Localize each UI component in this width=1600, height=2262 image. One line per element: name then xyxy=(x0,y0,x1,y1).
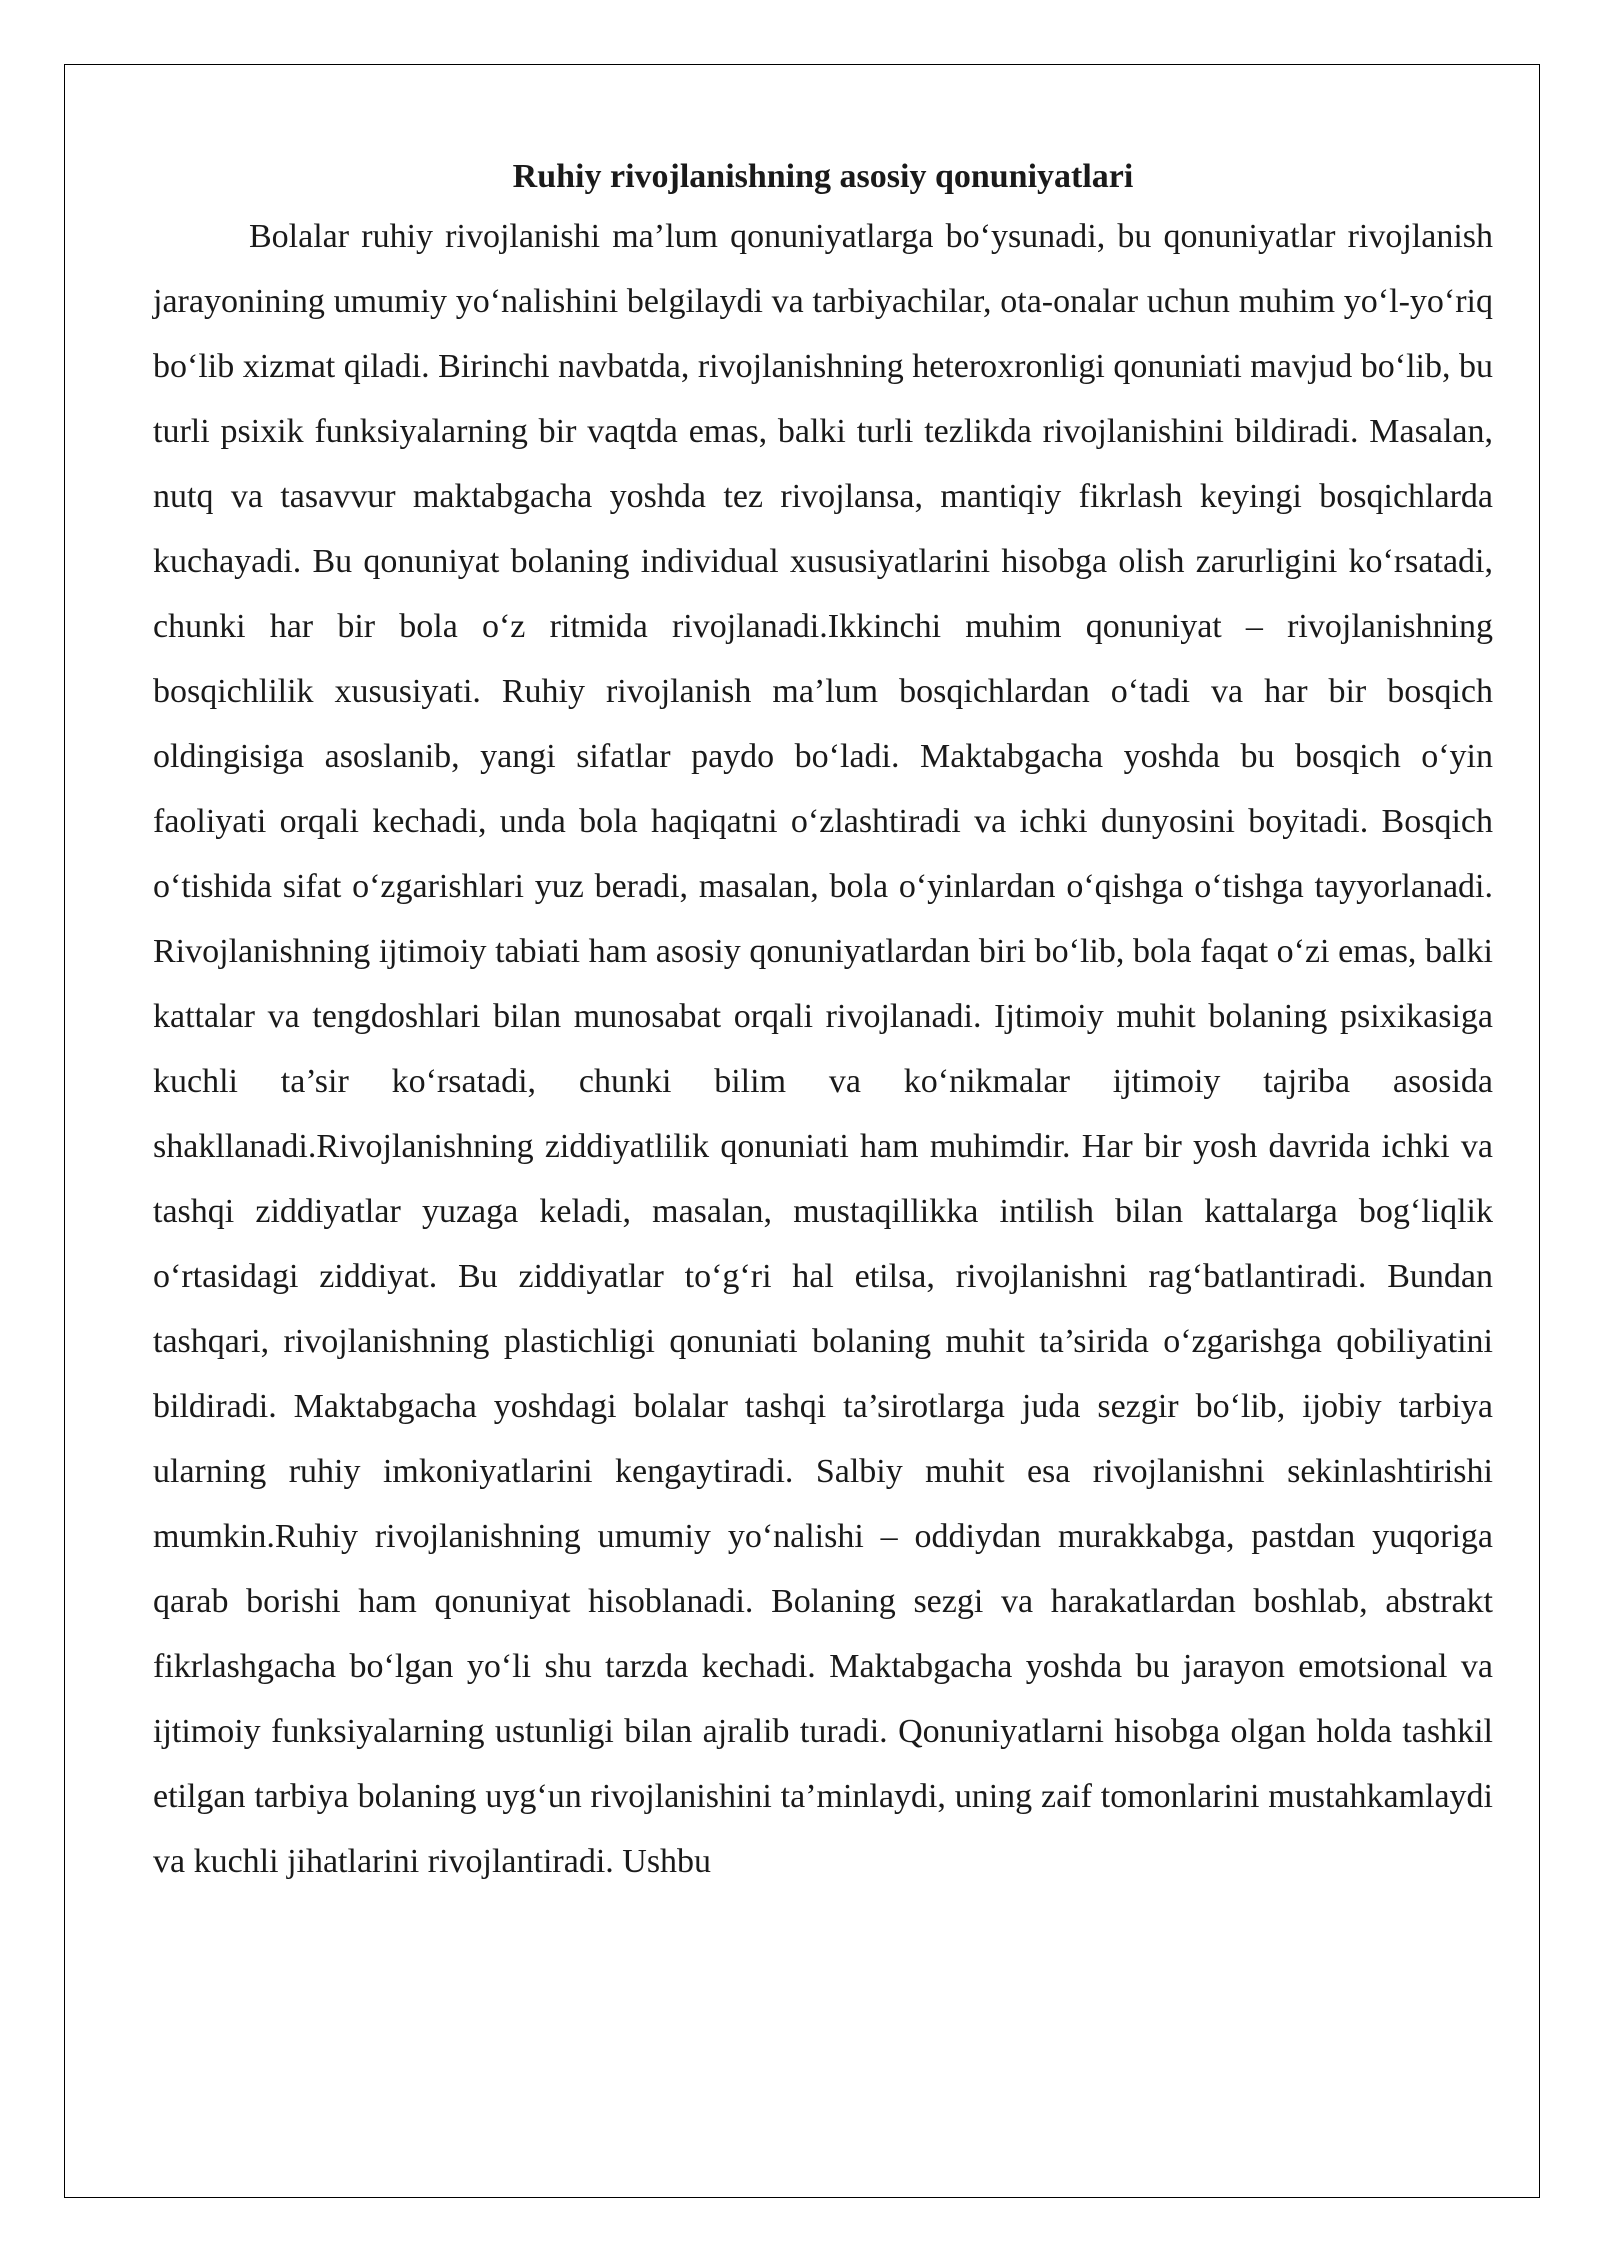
body-paragraph: Bolalar ruhiy rivojlanishi ma’lum qonuniyatlarga bo‘ysunadi, bu qonuniyatlar rivojlanish jarayonining umumiy yo‘nalishini belgilaydi va tarbiyachilar, ota-onalar uchun muhim yo‘l-yo‘riq bo‘lib xizmat qiladi. Birinchi navbatda, rivojlanishning heteroxronligi qonuniati mavjud bo‘lib, bu turli psixik funksiyalarning bir vaqtda emas, balki turli tezlikda rivojlanishini bildiradi. Masalan, nutq va tasavvur maktabgacha yoshda tez rivojlansa, mantiqiy fikrlash keyingi bosqichlarda kuchayadi. Bu qonuniyat bolaning individual xususiyatlarini hisobga olish zarurligini ko‘rsatadi, chunki har bir bola o‘z ritmida rivojlanadi.Ikkinchi muhim qonuniyat – rivojlanishning bosqichlilik xususiyati. Ruhiy rivojlanish ma’lum bosqichlardan o‘tadi va har bir bosqich oldingisiga asoslanib, yangi sifatlar paydo bo‘ladi. Maktabgacha yoshda bu bosqich o‘yin faoliyati orqali kechadi, unda bola haqiqatni o‘zlashtiradi va ichki dunyosini boyitadi. Bosqich o‘tishida sifat o‘zgarishlari yuz beradi, masalan, bola o‘yinlardan o‘qishga o‘tishga tayyorlanadi. Rivojlanishning ijtimoiy tabiati ham asosiy qonuniyatlardan biri bo‘lib, bola faqat o‘zi emas, balki kattalar va tengdoshlari bilan munosabat orqali rivojlanadi. Ijtimoiy muhit bolaning psixikasiga kuchli ta’sir ko‘rsatadi, chunki bilim va ko‘nikmalar ijtimoiy tajriba asosida shakllanadi.Rivojlanishning ziddiyatlilik qonuniati ham muhimdir. Har bir yosh davrida ichki va tashqi ziddiyatlar yuzaga keladi, masalan, mustaqillikka intilish bilan kattalarga bog‘liqlik o‘rtasidagi ziddiyat. Bu ziddiyatlar to‘g‘ri hal etilsa, rivojlanishni rag‘batlantiradi. Bundan tashqari, rivojlanishning plastichligi qonuniati bolaning muhit ta’sirida o‘zgarishga qobiliyatini bildiradi. Maktabgacha yoshdagi bolalar tashqi ta’sirotlarga juda sezgir bo‘lib, ijobiy tarbiya ularning ruhiy imkoniyatlarini kengaytiradi. Salbiy muhit esa rivojlanishni sekinlashtirishi mumkin.Ruhiy rivojlanishning umumiy yo‘nalishi – oddiydan murakkabga, pastdan yuqoriga qarab borishi ham qonuniyat hisoblanadi. Bolaning sezgi va harakatlardan boshlab, abstrakt fikrlashgacha bo‘lgan yo‘li shu tarzda kechadi. Maktabgacha yoshda bu jarayon emotsional va ijtimoiy funksiyalarning ustunligi bilan ajralib turadi. Qonuniyatlarni hisobga olgan holda tashkil etilgan tarbiya bolaning uyg‘un rivojlanishini ta’minlaydi, uning zaif tomonlarini mustahkamlaydi va kuchli jihatlarini rivojlantiradi. Ushbu xyxy=(153,218,1493,1880)
document-content xyxy=(153,150,1493,1894)
document-title: Ruhiy rivojlanishning asosiy qonuniyatlari xyxy=(512,158,1134,195)
